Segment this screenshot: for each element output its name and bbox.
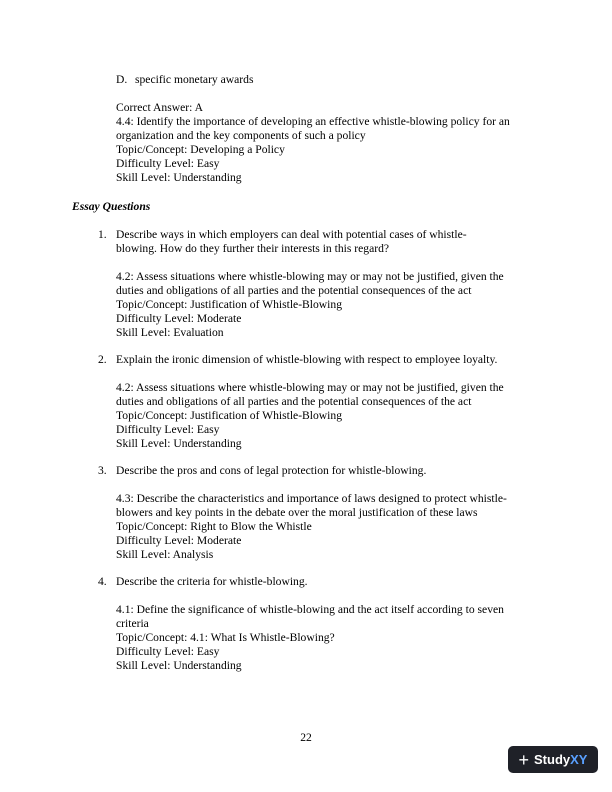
question-number: 3. xyxy=(98,464,107,477)
question-number: 4. xyxy=(98,575,107,588)
objective-line: 4.2: Assess situations where whistle-blowing may or may not be justified, given the xyxy=(116,270,504,283)
question-text: blowing. How do they further their interests in this regard? xyxy=(116,242,390,255)
correct-answer: Correct Answer: A xyxy=(116,101,203,114)
question-text: Describe the criteria for whistle-blowing. xyxy=(116,575,308,588)
topic-line: Topic/Concept: Developing a Policy xyxy=(116,143,285,156)
section-heading: Essay Questions xyxy=(72,200,151,213)
studyxy-badge[interactable] xyxy=(508,746,598,773)
objective-line: 4.1: Define the significance of whistle-blowing and the act itself according to seven xyxy=(116,603,504,616)
option-text: specific monetary awards xyxy=(135,73,254,86)
skill-line: Skill Level: Understanding xyxy=(116,171,242,184)
skill-line: Skill Level: Understanding xyxy=(116,659,242,672)
difficulty-line: Difficulty Level: Easy xyxy=(116,423,220,436)
objective-line: 4.2: Assess situations where whistle-blowing may or may not be justified, given the xyxy=(116,381,504,394)
topic-line: Topic/Concept: Justification of Whistle-Blowing xyxy=(116,298,342,311)
difficulty-line: Difficulty Level: Easy xyxy=(116,157,220,170)
question-text: Describe the pros and cons of legal protection for whistle-blowing. xyxy=(116,464,427,477)
question-text: Describe ways in which employers can deal with potential cases of whistle- xyxy=(116,228,467,241)
objective-line: duties and obligations of all parties and the potential consequences of the act xyxy=(116,284,472,297)
topic-line: Topic/Concept: Right to Blow the Whistle xyxy=(116,520,312,533)
objective-line: organization and the key components of such a policy xyxy=(116,129,366,142)
topic-line: Topic/Concept: 4.1: What Is Whistle-Blowing? xyxy=(116,631,335,644)
objective-line: duties and obligations of all parties and the potential consequences of the act xyxy=(116,395,472,408)
difficulty-line: Difficulty Level: Moderate xyxy=(116,534,242,547)
skill-line: Skill Level: Evaluation xyxy=(116,326,224,339)
objective-line: criteria xyxy=(116,617,149,630)
brand-text-xy: XY xyxy=(570,751,588,767)
objective-line: 4.4: Identify the importance of developing an effective whistle-blowing policy for an xyxy=(116,115,510,128)
skill-line: Skill Level: Analysis xyxy=(116,548,214,561)
page-number: 22 xyxy=(300,731,312,744)
question-number: 2. xyxy=(98,353,107,366)
skill-line: Skill Level: Understanding xyxy=(116,437,242,450)
question-number: 1. xyxy=(98,228,107,241)
difficulty-line: Difficulty Level: Easy xyxy=(116,645,220,658)
objective-line: 4.3: Describe the characteristics and importance of laws designed to protect whistle- xyxy=(116,492,507,505)
option-letter: D. xyxy=(116,73,128,86)
brand-text-study: Study xyxy=(534,751,571,767)
plus-icon: + xyxy=(518,749,530,770)
difficulty-line: Difficulty Level: Moderate xyxy=(116,312,242,325)
topic-line: Topic/Concept: Justification of Whistle-Blowing xyxy=(116,409,342,422)
question-text: Explain the ironic dimension of whistle-blowing with respect to employee loyalty. xyxy=(116,353,498,366)
objective-line: blowers and key points in the debate over the moral justification of these laws xyxy=(116,506,478,519)
